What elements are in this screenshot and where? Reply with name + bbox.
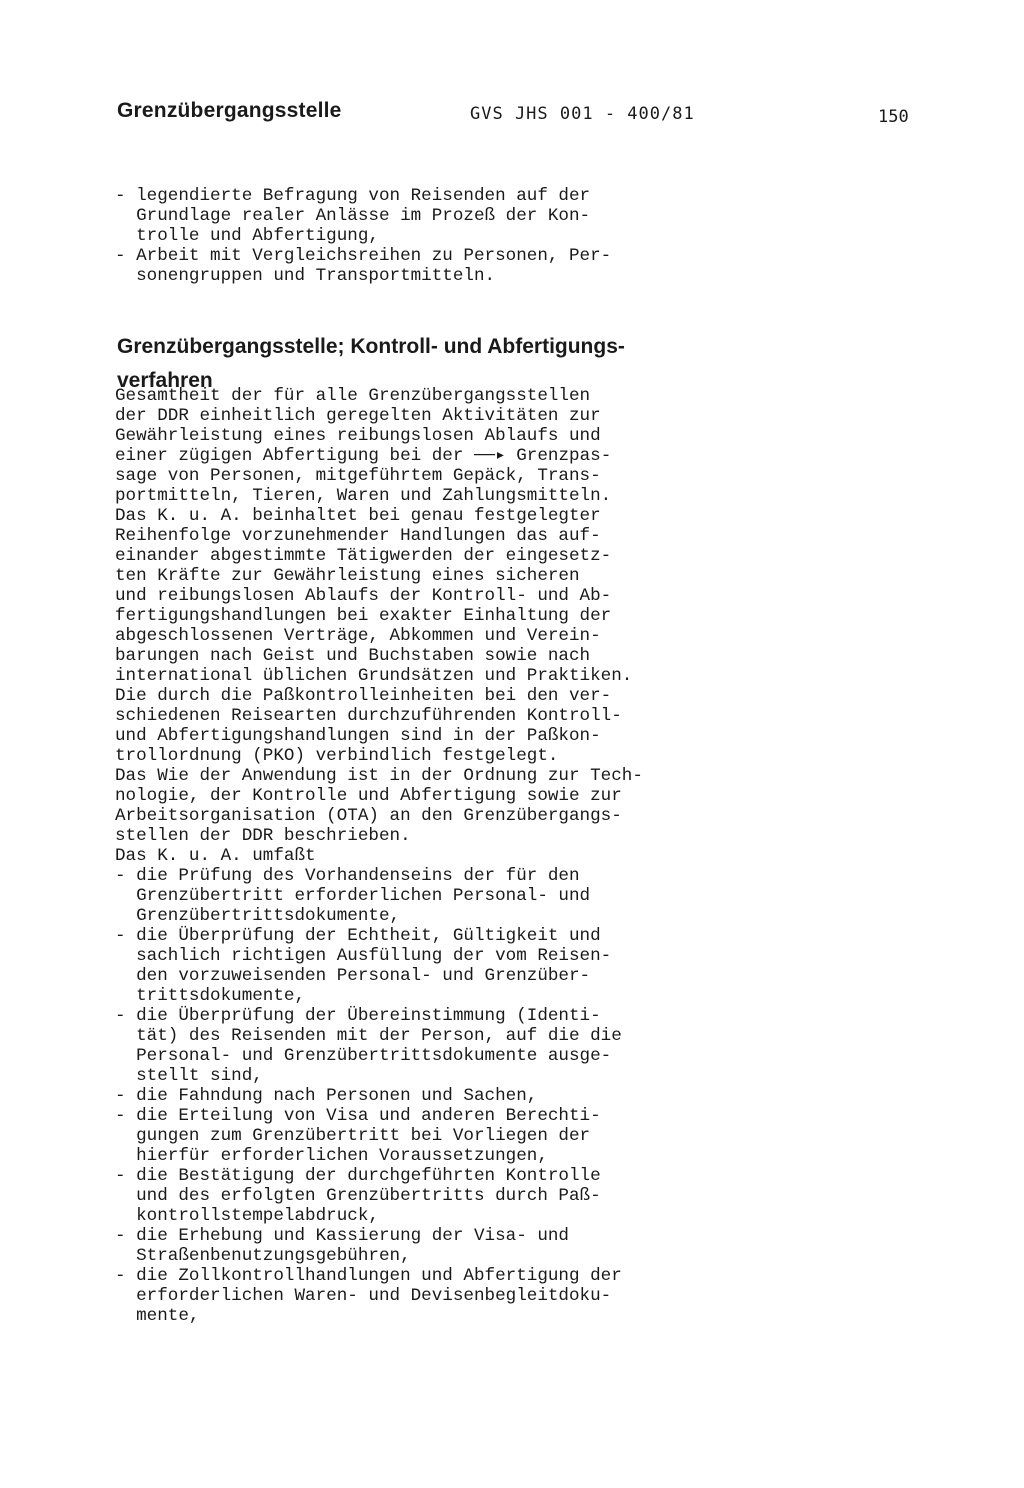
text-line: - legendierte Befragung von Reisenden auf der	[115, 186, 591, 206]
text-line: schiedenen Reisearten durchzuführenden Kontroll-	[115, 706, 622, 726]
text-line: trolle und Abfertigung,	[115, 226, 379, 246]
text-line: sage von Personen, mitgeführtem Gepäck, Trans-	[115, 466, 601, 486]
text-line: sachlich richtigen Ausfüllung der vom Reisen-	[115, 946, 612, 966]
text-line: Personal- und Grenzübertrittsdokumente ausge-	[115, 1046, 612, 1066]
page-number: 150	[878, 107, 909, 127]
text-line: - Arbeit mit Vergleichsreihen zu Personen, Per-	[115, 246, 612, 266]
text-line: barungen nach Geist und Buchstaben sowie nach	[115, 646, 591, 666]
text-line: - die Zollkontrollhandlungen und Abfertigung der	[115, 1266, 622, 1286]
text-line: Das K. u. A. beinhaltet bei genau festgelegter	[115, 506, 601, 526]
text-line: erforderlichen Waren- und Devisenbegleitdoku-	[115, 1286, 612, 1306]
text-line: und des erfolgten Grenzübertritts durch Paß-	[115, 1186, 601, 1206]
document-code: GVS JHS 001 - 400/81	[470, 104, 695, 124]
text-line: hierfür erforderlichen Voraussetzungen,	[115, 1146, 548, 1166]
text-line: Gewährleistung eines reibungslosen Ablaufs und	[115, 426, 601, 446]
text-line: einander abgestimmte Tätigwerden der eingesetz-	[115, 546, 612, 566]
text-line: Grenzübergangsstelle; Kontroll- und Abfertigungs-	[117, 335, 625, 358]
text-line: den vorzuweisenden Personal- und Grenzüber-	[115, 966, 591, 986]
text-line: - die Fahndung nach Personen und Sachen,	[115, 1086, 538, 1106]
text-line: tät) des Reisenden mit der Person, auf die die	[115, 1026, 622, 1046]
text-line: - die Prüfung des Vorhandenseins der für den	[115, 866, 580, 886]
text-line: Das Wie der Anwendung ist in der Ordnung zur Tech-	[115, 766, 643, 786]
text-line: fertigungshandlungen bei exakter Einhaltung der	[115, 606, 612, 626]
text-line: und Abfertigungshandlungen sind in der Paßkon-	[115, 726, 601, 746]
text-line: sonengruppen und Transportmitteln.	[115, 266, 496, 286]
text-line: stellen der DDR beschrieben.	[115, 826, 411, 846]
text-line: portmitteln, Tieren, Waren und Zahlungsmitteln.	[115, 486, 612, 506]
intro-list	[115, 186, 611, 286]
text-line: - die Überprüfung der Übereinstimmung (Identi-	[115, 1006, 601, 1026]
text-line: abgeschlossenen Verträge, Abkommen und Verein-	[115, 626, 601, 646]
text-line: Gesamtheit der für alle Grenzübergangsstellen	[115, 386, 591, 406]
text-line: Grundlage realer Anlässe im Prozeß der Kon-	[115, 206, 591, 226]
text-line: mente,	[115, 1306, 200, 1326]
text-line: Grenzübertritt erforderlichen Personal- und	[115, 886, 591, 906]
text-line: ten Kräfte zur Gewährleistung eines sicheren	[115, 566, 580, 586]
text-line: Die durch die Paßkontrolleinheiten bei den ver-	[115, 686, 612, 706]
text-line: gungen zum Grenzübertritt bei Vorliegen der	[115, 1126, 591, 1146]
text-line: Das K. u. A. umfaßt	[115, 846, 316, 866]
section-body	[115, 386, 643, 1326]
text-line: Grenzübertrittsdokumente,	[115, 906, 401, 926]
text-line: kontrollstempelabdruck,	[115, 1206, 379, 1226]
header-title: Grenzübergangsstelle	[117, 99, 342, 122]
text-line: - die Erteilung von Visa und anderen Berechti-	[115, 1106, 601, 1126]
text-line: Straßenbenutzungsgebühren,	[115, 1246, 411, 1266]
text-line: stellt sind,	[115, 1066, 263, 1086]
text-line: - die Bestätigung der durchgeführten Kontrolle	[115, 1166, 601, 1186]
text-line: trittsdokumente,	[115, 986, 306, 1006]
text-line: - die Erhebung und Kassierung der Visa- und	[115, 1226, 569, 1246]
text-line: der DDR einheitlich geregelten Aktivitäten zur	[115, 406, 601, 426]
text-line: nologie, der Kontrolle und Abfertigung sowie zur	[115, 786, 622, 806]
text-line: trollordnung (PKO) verbindlich festgelegt.	[115, 746, 559, 766]
text-line: - die Überprüfung der Echtheit, Gültigkeit und	[115, 926, 601, 946]
text-line: und reibungslosen Ablaufs der Kontroll- und Ab-	[115, 586, 612, 606]
text-line: Arbeitsorganisation (OTA) an den Grenzübergangs-	[115, 806, 622, 826]
text-line: international üblichen Grundsätzen und Praktiken.	[115, 666, 633, 686]
text-line: verfahren	[117, 369, 213, 392]
text-line: Reihenfolge vorzunehmender Handlungen das auf-	[115, 526, 601, 546]
text-line: einer zügigen Abfertigung bei der ──▸ Grenzpas-	[115, 446, 612, 466]
